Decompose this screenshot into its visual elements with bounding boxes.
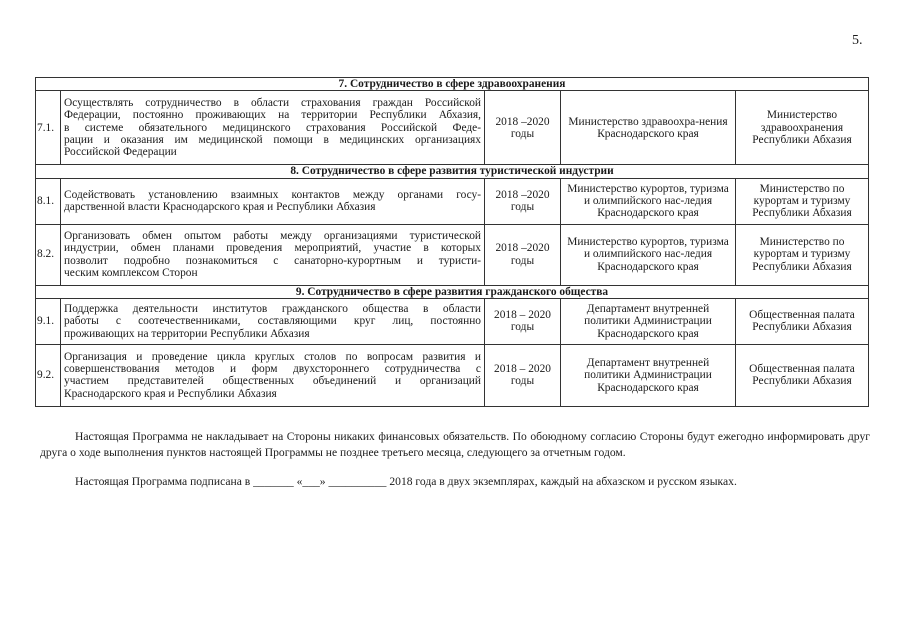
section-header-row bbox=[36, 165, 869, 178]
responsible-russia: Министерство курортов, туризма и олимпийского нас-ледия Краснодарского края bbox=[561, 224, 736, 285]
table-row bbox=[36, 178, 869, 224]
item-number: 7.1. bbox=[36, 91, 61, 165]
responsible-abkhazia: Общественная палата Республики Абхазия bbox=[736, 344, 869, 406]
section-title: 8. Сотрудничество в сфере развития туристической индустрии bbox=[36, 165, 869, 178]
item-number: 9.1. bbox=[36, 298, 61, 344]
responsible-russia: Министерство курортов, туризма и олимпийского нас-ледия Краснодарского края bbox=[561, 178, 736, 224]
item-number: 9.2. bbox=[36, 344, 61, 406]
responsible-abkhazia: Министерство здравоохранения Республики Абхазия bbox=[736, 91, 869, 165]
description-line: позволит подробно познакомиться с санаторно-курортным и туристи- bbox=[64, 254, 481, 267]
responsible-russia: Департамент внутренней политики Администрации Краснодарского края bbox=[561, 344, 736, 406]
description-line: Осуществлять сотрудничество в области страхования граждан Российской bbox=[64, 97, 481, 110]
description-line: рации и оказания им медицинской помощи в медицинских организациях bbox=[64, 133, 481, 146]
section-title: 9. Сотрудничество в сфере развития гражданского общества bbox=[36, 285, 869, 298]
responsible-russia: Министерство здравоохра-нения Краснодарского края bbox=[561, 91, 736, 165]
responsible-abkhazia: Министерство по курортам и туризму Республики Абхазия bbox=[736, 178, 869, 224]
item-period: 2018 –2020 годы bbox=[485, 224, 561, 285]
item-number: 8.1. bbox=[36, 178, 61, 224]
description-line: проживающих на территории Республики Абхазия bbox=[64, 327, 310, 340]
section-header-row bbox=[36, 78, 869, 91]
signing-paragraph: Настоящая Программа подписана в _______ «___» __________ 2018 года в двух экземплярах, каждый на абхазском и русском языках. bbox=[75, 475, 737, 488]
description-line: Содействовать установлению взаимных контактов между органами госу- bbox=[64, 188, 481, 201]
description-line: участием представителей общественных объединений и организаций bbox=[64, 375, 481, 388]
description-line: ческим комплексом Сторон bbox=[64, 266, 198, 279]
item-description bbox=[61, 224, 485, 285]
item-description bbox=[61, 344, 485, 406]
responsible-russia: Департамент внутренней политики Администрации Краснодарского края bbox=[561, 298, 736, 344]
description-line: работы с соотечественниками, составляющими круг лиц, постоянно bbox=[64, 315, 481, 328]
program-table bbox=[35, 77, 869, 407]
item-period: 2018 – 2020 годы bbox=[485, 344, 561, 406]
table-row bbox=[36, 298, 869, 344]
description-line: Краснодарского края и Республики Абхазия bbox=[64, 387, 277, 400]
item-description bbox=[61, 91, 485, 165]
item-description bbox=[61, 178, 485, 224]
table-row bbox=[36, 344, 869, 406]
item-period: 2018 –2020 годы bbox=[485, 178, 561, 224]
description-line: индустрии, обмен планами проведения мероприятий, участие в которых bbox=[64, 242, 481, 255]
item-period: 2018 – 2020 годы bbox=[485, 298, 561, 344]
obligations-paragraph: Настоящая Программа не накладывает на Стороны никаких финансовых обязательств. По обоюдному согласию Стороны будут ежегодно информировать друг друга о ходе выполнения пунктов настоящей Программы не позднее третьего месяца, следующего за отчетным годом. bbox=[40, 430, 870, 459]
table-row bbox=[36, 224, 869, 285]
description-line: в системе обязательного медицинского страхования Российской Феде- bbox=[64, 121, 481, 134]
page-number: 5. bbox=[852, 33, 863, 48]
section-title: 7. Сотрудничество в сфере здравоохранения bbox=[36, 78, 869, 91]
description-line: Организовать обмен опытом работы между организациями туристической bbox=[64, 230, 481, 242]
table-row bbox=[36, 91, 869, 165]
description-line: Поддержка деятельности институтов гражданского общества в области bbox=[64, 302, 481, 315]
description-line: Федерации, постоянно проживающих на территории Республики Абхазия, bbox=[64, 109, 481, 122]
description-line: Организация и проведение цикла круглых столов по вопросам развития и bbox=[64, 350, 481, 363]
description-line: дарственной власти Краснодарского края и Республики Абхазия bbox=[64, 201, 376, 214]
section-header-row bbox=[36, 285, 869, 298]
description-line: совершенствования методов и форм двухстороннего сотрудничества с bbox=[64, 363, 481, 376]
item-number: 8.2. bbox=[36, 224, 61, 285]
item-period: 2018 –2020 годы bbox=[485, 91, 561, 165]
description-line: Российской Федерации bbox=[64, 146, 177, 159]
item-description bbox=[61, 298, 485, 344]
responsible-abkhazia: Министерство по курортам и туризму Республики Абхазия bbox=[736, 224, 869, 285]
responsible-abkhazia: Общественная палата Республики Абхазия bbox=[736, 298, 869, 344]
